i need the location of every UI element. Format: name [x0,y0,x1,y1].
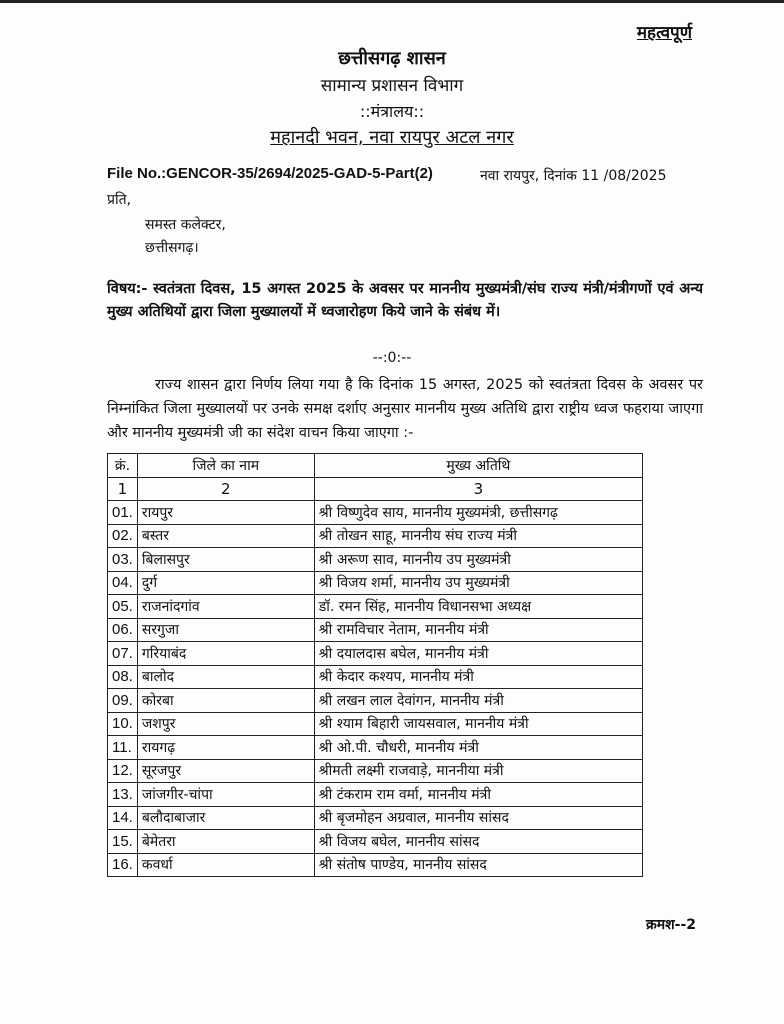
section-divider: --:0:-- [372,350,412,366]
table-row [108,501,643,525]
row-serial-number: 16. [108,853,138,877]
header-guest: मुख्य अतिथि [314,454,642,478]
row-chief-guest: श्री बृजमोहन अग्रवाल, माननीय सांसद [314,806,642,830]
row-district-name: बस्तर [137,524,314,548]
row-chief-guest: श्री केदार कश्यप, माननीय मंत्री [314,665,642,689]
table-row [108,712,643,736]
table-column-number-row [108,477,643,501]
row-district-name: गरियाबंद [137,642,314,666]
row-serial-number: 06. [108,618,138,642]
table-row [108,618,643,642]
row-district-name: जांजगीर-चांपा [137,783,314,807]
government-heading: छत्तीसगढ़ शासन [338,48,446,69]
table-row [108,830,643,854]
row-district-name: कवर्धा [137,853,314,877]
row-chief-guest: श्री विष्णुदेव साय, माननीय मुख्यमंत्री, छत्तीसगढ़ [314,501,642,525]
header-serial: क्रं. [108,454,138,478]
table-row [108,736,643,760]
row-serial-number: 05. [108,595,138,619]
row-serial-number: 14. [108,806,138,830]
table-row [108,665,643,689]
row-chief-guest: श्री रामविचार नेताम, माननीय मंत्री [314,618,642,642]
recipient-line-1: समस्त कलेक्टर, [145,217,226,233]
row-district-name: बालोद [137,665,314,689]
row-serial-number: 08. [108,665,138,689]
row-chief-guest: श्रीमती लक्ष्मी राजवाड़े, माननीया मंत्री [314,759,642,783]
row-serial-number: 01. [108,501,138,525]
row-district-name: बेमेतरा [137,830,314,854]
table-row [108,595,643,619]
department-heading: सामान्य प्रशासन विभाग [320,76,464,96]
row-serial-number: 04. [108,571,138,595]
district-guest-table [107,453,643,877]
row-chief-guest: श्री ओ.पी. चौधरी, माननीय मंत्री [314,736,642,760]
ministry-heading: ::मंत्रालय:: [359,102,425,121]
table-body [108,501,643,877]
row-chief-guest: श्री विजय शर्मा, माननीय उप मुख्यमंत्री [314,571,642,595]
row-district-name: राजनांदगांव [137,595,314,619]
row-district-name: रायगढ़ [137,736,314,760]
address-heading: महानदी भवन, नवा रायपुर अटल नगर [270,127,514,148]
table-row [108,689,643,713]
header-district: जिले का नाम [137,454,314,478]
row-serial-number: 13. [108,783,138,807]
row-serial-number: 12. [108,759,138,783]
row-district-name: सूरजपुर [137,759,314,783]
row-district-name: सरगुजा [137,618,314,642]
row-district-name: रायपुर [137,501,314,525]
table-row [108,642,643,666]
scan-top-edge [0,0,784,3]
row-chief-guest: श्री तोखन साहू, माननीय संघ राज्य मंत्री [314,524,642,548]
row-serial-number: 02. [108,524,138,548]
row-chief-guest: श्री टंकराम राम वर्मा, माननीय मंत्री [314,783,642,807]
row-district-name: जशपुर [137,712,314,736]
column-number: 3 [314,477,642,501]
row-chief-guest: श्री श्याम बिहारी जायसवाल, माननीय मंत्री [314,712,642,736]
column-number: 1 [108,477,138,501]
row-serial-number: 09. [108,689,138,713]
row-chief-guest: श्री अरूण साव, माननीय उप मुख्यमंत्री [314,548,642,572]
row-serial-number: 11. [108,736,138,760]
row-chief-guest: श्री विजय बघेल, माननीय सांसद [314,830,642,854]
row-serial-number: 03. [108,548,138,572]
table-header-row [108,454,643,478]
table-row [108,853,643,877]
important-label: महत्वपूर्ण [636,23,692,43]
row-district-name: कोरबा [137,689,314,713]
row-district-name: बिलासपुर [137,548,314,572]
table-row [108,783,643,807]
row-chief-guest: श्री दयालदास बघेल, माननीय मंत्री [314,642,642,666]
table-row [108,524,643,548]
recipient-prefix: प्रति, [107,192,132,208]
subject-paragraph: विषय:- स्वतंत्रता दिवस, 15 अगस्त 2025 के अवसर पर माननीय मुख्यमंत्री/संघ राज्य मंत्री/मंत्रीगणों एवं अन्य मुख्य अतिथियों द्वारा जिला मुख्यालयों में ध्वजारोहण किये जाने के संबंध में। [107,281,703,320]
row-chief-guest: श्री लखन लाल देवांगन, माननीय मंत्री [314,689,642,713]
body-paragraph: राज्य शासन द्वारा निर्णय लिया गया है कि दिनांक 15 अगस्त, 2025 को स्वतंत्रता दिवस के अवसर पर निम्नांकित जिला मुख्यालयों पर उनके समक्ष दर्शाए अनुसार माननीय मुख्य अतिथि द्वारा राष्ट्रीय ध्वज फहराया जाएगा और माननीय मुख्यमंत्री जी का संदेश वाचन किया जाएगा :- [107,377,703,441]
recipient-line-2: छत्तीसगढ़। [145,240,199,256]
continued-marker: क्रमश--2 [645,917,696,933]
row-district-name: दुर्ग [137,571,314,595]
table-row [108,759,643,783]
row-serial-number: 10. [108,712,138,736]
row-district-name: बलौदाबाजार [137,806,314,830]
file-date: नवा रायपुर, दिनांक 11 /08/2025 [480,168,667,184]
file-number: File No.:GENCOR-35/2694/2025-GAD-5-Part(2) [107,165,433,182]
column-number: 2 [137,477,314,501]
row-serial-number: 15. [108,830,138,854]
table-row [108,806,643,830]
row-chief-guest: श्री संतोष पाण्डेय, माननीय सांसद [314,853,642,877]
row-serial-number: 07. [108,642,138,666]
table-row [108,571,643,595]
table-row [108,548,643,572]
row-chief-guest: डॉ. रमन सिंह, माननीय विधानसभा अध्यक्ष [314,595,642,619]
